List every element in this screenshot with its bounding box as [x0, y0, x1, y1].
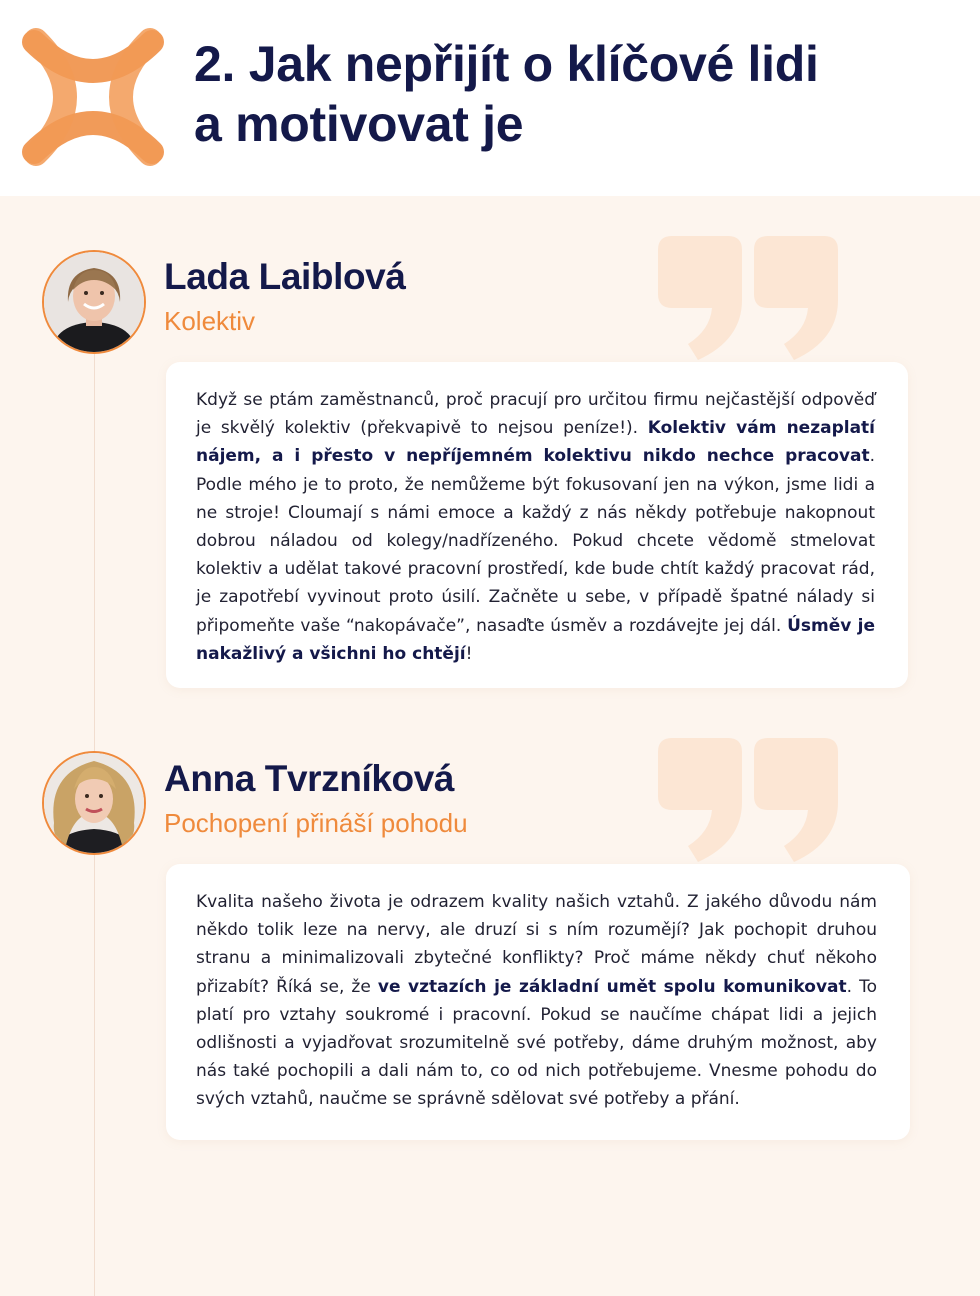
testimonial-2-topic: Pochopení přináší pohodu	[164, 808, 468, 838]
text-segment: Když se ptám zaměstnanců, proč pracují pro určitou firmu nejčastější odpověď je skvělý kolektiv (překvapivě to nejsou peníze!).	[196, 390, 875, 439]
page-title-line-1: 2. Jak nepřijít o klíčové lidi	[194, 36, 819, 92]
avatar-lada-laiblova	[42, 250, 146, 354]
testimonial-1-name: Lada Laiblová	[164, 256, 406, 297]
quote-mark-icon	[658, 738, 840, 862]
avatar-anna-tvrznikova	[42, 751, 146, 855]
testimonial-2-card	[166, 864, 910, 1140]
testimonial-2-text	[196, 888, 877, 1114]
text-segment: Kvalita našeho života je odrazem kvality našich vztahů. Z jakého důvodu nám někdo tolik leze na nervy, ale druzí si s ním rozumějí? Jak pochopit druhou stranu a minimalizovali zbytečné konflikty? Proč máme někdy chuť někoho přizabít? Říká se, že	[196, 892, 877, 997]
testimonial-2-name: Anna Tvrzníková	[164, 758, 455, 799]
text-segment: . To platí pro vztahy soukromé i pracovní. Pokud se naučíme chápat lidi a jejich odlišnosti a vyjadřovat srozumitelně své potřeby, dáme druhým možnost, aby nás také pochopili a dali nám to, co od nich potřebujeme. Vnesme pohodu do svých vztahů, naučme se správně sdělovat své potřeby a přání.	[196, 976, 877, 1110]
text-segment: . Podle mého je to proto, že nemůžeme být fokusovaní jen na výkon, jsme lidi a ne stroje! Cloumají s námi emoce a každý z nás někdy potřebuje nakopnout dobrou náladou od kolegy/nadřízeného. Pokud chcete vědomě stmelovat kolektiv a udělat takové pracovní prostředí, kde bude chtít každý pracovat rád, je zapotřebí vyvinout proto úsilí. Začněte u sebe, v případě špatné nálady si připomeňte vaše “nakopávače”, nasaďte úsměv a rozdávejte jej dál.	[196, 446, 875, 636]
testimonial-1-text	[196, 386, 875, 668]
text-segment-bold: ve vztazích je základní umět spolu komunikovat	[377, 976, 847, 997]
testimonial-1-card	[166, 362, 908, 688]
page-title-line-2: a motivovat je	[194, 96, 524, 152]
text-segment-bold: Úsměv je nakažlivý a všichni ho chtějí	[196, 615, 875, 664]
testimonial-1-topic: Kolektiv	[164, 306, 256, 336]
page-header	[0, 0, 980, 196]
quote-mark-icon	[658, 236, 840, 360]
text-segment-bold: Kolektiv vám nezaplatí nájem, a i přesto v nepříjemném kolektivu nikdo nechce pracovat	[196, 418, 875, 467]
page-title	[194, 34, 954, 154]
text-segment: !	[465, 643, 473, 664]
brand-logo-icon	[22, 28, 164, 166]
